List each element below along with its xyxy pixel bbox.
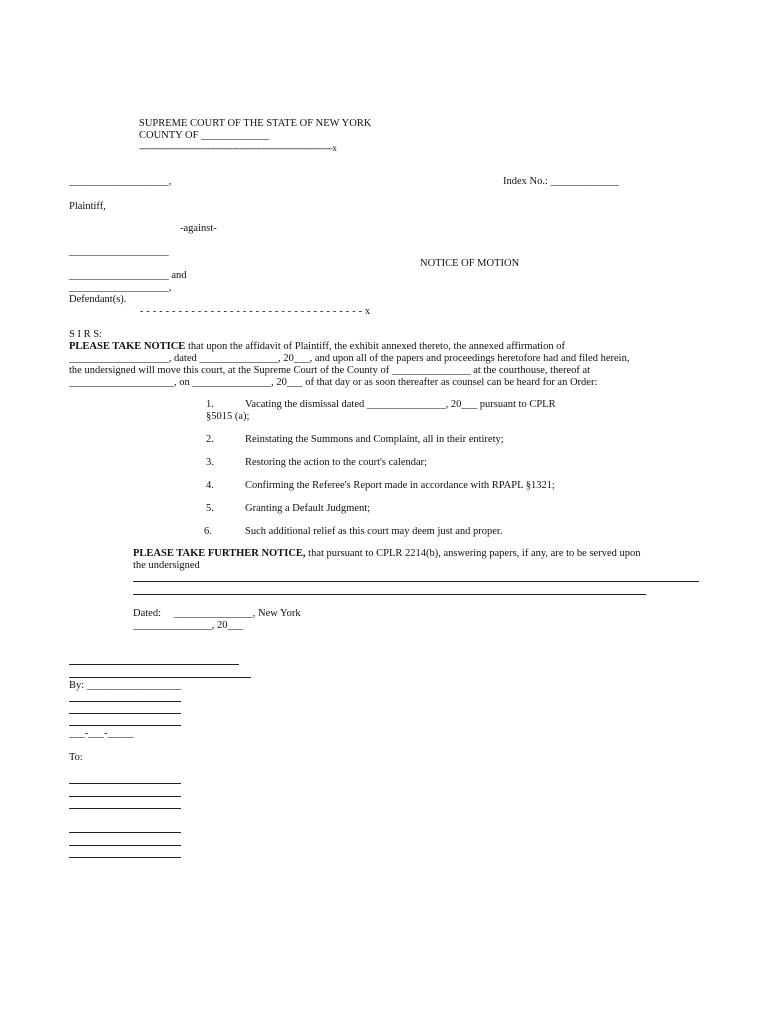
plaintiff-name-blank: ___________________, bbox=[69, 176, 172, 187]
list-item-number: 6. bbox=[204, 526, 212, 537]
further-notice-line: the undersigned bbox=[133, 560, 200, 571]
address-line bbox=[69, 808, 181, 809]
further-notice-line bbox=[133, 548, 640, 560]
signature-line bbox=[69, 664, 239, 665]
signature-line bbox=[69, 677, 251, 678]
defendants-label: Defendant(s). bbox=[69, 294, 127, 305]
notice-paragraph-line bbox=[69, 341, 565, 353]
address-line bbox=[69, 701, 181, 702]
notice-paragraph-line: ___________________, dated _______________, 20___, and upon all of the papers and proceedings heretofore had and filed herein, bbox=[69, 353, 630, 364]
list-item-text: Such additional relief as this court may deem just and proper. bbox=[245, 526, 503, 537]
list-item-number: 2. bbox=[206, 434, 214, 445]
further-notice-text: that pursuant to CPLR 2214(b), answering papers, if any, are to be served upon bbox=[305, 548, 641, 559]
salutation: S I R S: bbox=[69, 329, 102, 340]
notice-paragraph-line: ____________________, on _______________, 20___ of that day or as soon thereafter as counsel can be heard for an Order: bbox=[69, 377, 598, 388]
defendant-name-blank: ___________________ and bbox=[69, 270, 187, 281]
address-line bbox=[69, 713, 181, 714]
notice-text: that upon the affidavit of Plaintiff, the exhibit annexed thereto, the annexed affirmation of bbox=[185, 341, 565, 352]
notice-paragraph-line: the undersigned will move this court, at the Supreme Court of the County of _______________ at the courthouse, thereof at bbox=[69, 365, 591, 376]
index-number: Index No.: _____________ bbox=[503, 176, 619, 187]
dated-date: _______________, 20___ bbox=[133, 620, 244, 631]
defendant-name-blank: ___________________ bbox=[69, 246, 169, 257]
list-item-text: Vacating the dismissal dated _______________, 20___ pursuant to CPLR bbox=[245, 399, 556, 410]
address-line bbox=[69, 783, 181, 784]
list-item-text: Reinstating the Summons and Complaint, all in their entirety; bbox=[245, 434, 504, 445]
list-item-number: 5. bbox=[206, 503, 214, 514]
caption-divider-bottom: - - - - - - - - - - - - - - - - - - - - - - - - - - - - - - - - - - - x bbox=[140, 306, 371, 317]
list-item-text: Confirming the Referee's Report made in accordance with RPAPL §1321; bbox=[245, 480, 555, 491]
document-title: NOTICE OF MOTION bbox=[420, 258, 520, 269]
list-item-number: 1. bbox=[206, 399, 214, 410]
county-line: COUNTY OF _____________ bbox=[139, 130, 270, 141]
signed-by: By: __________________ bbox=[69, 680, 182, 691]
against-label: -against- bbox=[180, 223, 217, 234]
list-item-text: Granting a Default Judgment; bbox=[245, 503, 371, 514]
blank-line bbox=[133, 581, 699, 582]
address-line bbox=[69, 796, 181, 797]
list-item-number: 4. bbox=[206, 480, 214, 491]
notice-heading: PLEASE TAKE NOTICE bbox=[69, 341, 186, 352]
list-item-number: 3. bbox=[206, 457, 214, 468]
defendant-name-blank: ___________________, bbox=[69, 282, 172, 293]
further-notice-heading: PLEASE TAKE FURTHER NOTICE, bbox=[133, 548, 306, 559]
to-label: To: bbox=[69, 752, 83, 763]
address-line bbox=[69, 725, 181, 726]
dated-location: _______________, New York bbox=[174, 608, 301, 619]
blank-line bbox=[133, 594, 646, 595]
address-line bbox=[69, 832, 181, 833]
caption-divider-top: -------------------------------------------------------------------------------x bbox=[139, 143, 337, 153]
court-name: SUPREME COURT OF THE STATE OF NEW YORK bbox=[139, 118, 372, 129]
list-item-text-continued: §5015 (a); bbox=[206, 411, 250, 422]
phone-number: ___-___-_____ bbox=[69, 728, 134, 739]
list-item-text: Restoring the action to the court's calendar; bbox=[245, 457, 428, 468]
plaintiff-label: Plaintiff, bbox=[69, 201, 106, 212]
address-line bbox=[69, 857, 181, 858]
address-line bbox=[69, 845, 181, 846]
dated-label: Dated: bbox=[133, 608, 161, 619]
